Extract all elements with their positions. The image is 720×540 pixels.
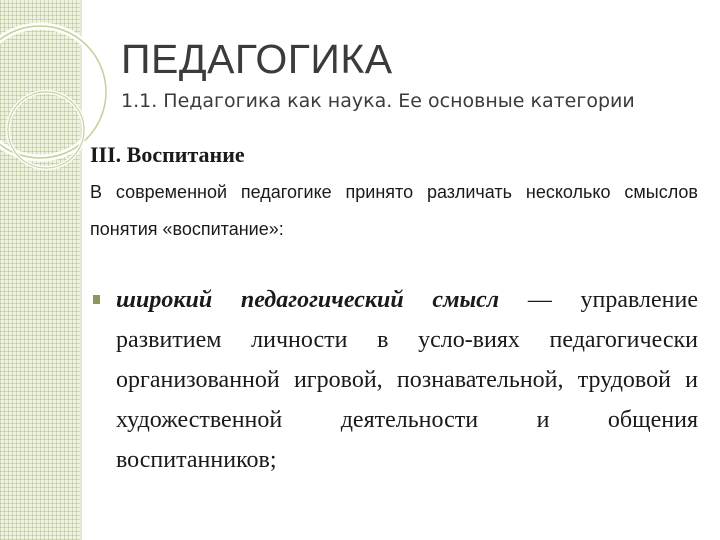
decorative-arcs (0, 0, 140, 200)
bullet-item (116, 280, 698, 480)
square-bullet-icon (93, 295, 100, 304)
section-heading: III. Воспитание (90, 142, 245, 167)
bullet-definition: — управление развитием личности в усло-виях педагогически организованной игровой, познавательной, трудовой и художественной деятельности и общения воспитанников; (116, 287, 698, 473)
intro-paragraph: В современной педагогике принято различать несколько смыслов понятия «воспитание»: (90, 182, 698, 239)
bullet-term: широкий педагогический смысл (116, 287, 500, 313)
page-title: ПЕДАГОГИКА (121, 36, 393, 82)
page-subtitle: 1.1. Педагогика как наука. Ее основные категории (121, 90, 635, 112)
